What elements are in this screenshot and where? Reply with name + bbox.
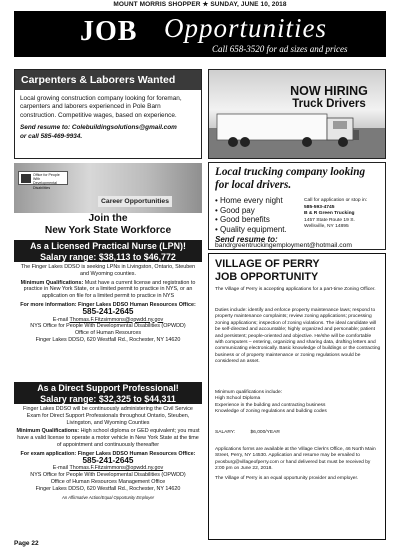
- perry-title: [215, 258, 320, 283]
- banner-call-line: Call 658-3520 for ad sizes and prices: [212, 44, 348, 54]
- lpn-info: [16, 302, 200, 317]
- carpenters-ad-header: Carpenters & Laborers Wanted: [15, 70, 201, 90]
- lpn-office-1: NYS Office for People With Developmental Disabilities (OPWDD): [30, 323, 186, 330]
- lpn-info-label: For more information: Finger Lakes DDSO Human Resources Office:: [20, 301, 196, 308]
- dsp-exam: [16, 451, 200, 466]
- dsp-exam-label: For exam application: Finger Lakes DDSO Human Resources Office:: [20, 450, 196, 457]
- truck-ad-headline: [275, 84, 383, 111]
- lpn-phone: 585-241-2645: [82, 306, 134, 316]
- opwdd-logo: [18, 171, 68, 190]
- perry-minq-label: Minimum qualifications include:: [215, 390, 283, 395]
- perry-title-2: JOB OPPORTUNITY: [215, 270, 319, 283]
- banner-opportunities-word: Opportunities: [164, 13, 328, 43]
- nys-workforce-ad: [14, 163, 202, 538]
- perry-salary-label: SALARY:: [215, 430, 236, 435]
- perry-duties: Duties include: identify and enforce property maintenance laws; respond to property maintenance complaints; review zoning applications; processing zoning applications; inspection of zoning violations. The ideal candidate will be self-directed and accountable; highly organized and personable; patient and persistent; people-oriented and objective. He/she will be comfortable with computers – entering, organizing and sharing data, drafting letters and communicating electronically. Basic knowledge of buildings or the contracting business or of property maintenance or zoning regulations would be considered an asset.: [215, 308, 381, 365]
- nys-photo-banner: [14, 163, 202, 213]
- lpn-intro: The Finger Lakes DDSO is seeking LPNs in Livingston, Ontario, Steuben and Wyoming counties.: [20, 264, 196, 277]
- carpenters-ad-body: Local growing construction company looking for foreman, carpenters and laborers experienced in Pole Barn construction. Competitive wages, based on experience.: [20, 95, 182, 119]
- perry-min-quals: [215, 390, 381, 416]
- section-banner: [14, 11, 386, 57]
- local-trucking-ad: [208, 162, 386, 250]
- lpn-office-3: Finger Lakes DDSO, 620 Westfall Rd., Rochester, NY 14620: [35, 336, 181, 343]
- join-line-1: Join the: [88, 213, 128, 224]
- perry-salary-line: [215, 430, 381, 436]
- dsp-intro: Finger Lakes DDSO will be continuously administering the Civil Service Exam for Direct Support Professionals throughout Ontario, Steuben, Livingston, and Wyoming Counties: [23, 406, 193, 426]
- dsp-email-label: E-mail: [52, 465, 69, 472]
- lpn-email-link[interactable]: Thomas.F.Fitzsimmons@opwdd.ny.gov: [69, 316, 164, 323]
- dsp-min-label: Minimum Qualifications:: [16, 428, 80, 435]
- opwdd-logo-mark: [21, 174, 31, 183]
- lpn-details: [16, 264, 200, 344]
- village-of-perry-ad: [208, 253, 386, 540]
- perry-intro: The Village of Perry is accepting applications for a part-time Zoning Officer.: [215, 287, 376, 292]
- lpn-salary: Salary range: $38,113 to $46,772: [40, 251, 176, 262]
- opwdd-logo-text: Office for People With Developmental Disabilities: [33, 173, 60, 190]
- carpenters-send-email: Send resume to: Colebuildingsolutions@gmail.com: [20, 124, 177, 132]
- dsp-email-link[interactable]: Thomas.F.Fitzsimmons@opwdd.ny.gov: [69, 465, 164, 472]
- lpn-min-qual: [16, 280, 200, 300]
- lpn-min-label: Minimum Qualifications:: [20, 279, 84, 286]
- dsp-salary: Salary range: $32,325 to $44,311: [40, 393, 176, 404]
- banner-job-word: JOB: [80, 16, 138, 47]
- lpn-heading-bar: [14, 240, 202, 262]
- perry-minq-2: Experience in the building and contracting business: [215, 402, 326, 408]
- dsp-office-1: NYS Office for People With Developmental Disabilities (OPWDD): [30, 472, 186, 479]
- local-trucking-email: bandrgreentruckingemployment@hotmail.com: [215, 242, 352, 249]
- local-trucking-send-label: Send resume to:: [215, 235, 278, 244]
- perry-minq-3: Knowledge of zoning regulations and building codes: [215, 409, 327, 415]
- perry-title-1: VILLAGE OF PERRY: [215, 258, 320, 270]
- lpn-heading: As a Licensed Practical Nurse (LPN)!: [30, 241, 186, 251]
- career-opportunities-label: Career Opportunities: [98, 196, 172, 207]
- perry-apply: Applications forms are available at the Village Clerk's Office, 46 North Main Street, Perry, NY 14530. Application and resume may be emailed to pvosburg@villageofperry.com or hand delivered but must be received by 2:00 pm on June 22, 2018.: [215, 447, 376, 472]
- benefit-item: • Home every night: [215, 196, 287, 206]
- local-trucking-contact: [304, 198, 384, 231]
- benefit-item: • Quality equipment.: [215, 225, 287, 235]
- dsp-min-qual: [16, 428, 200, 448]
- dsp-min-text: High school diploma or GED equivalent; you must have a valid license to operate a motor vehicle in New York State at the time of appointment and continuously thereafter: [17, 428, 200, 448]
- benefit-item: • Good benefits: [215, 215, 287, 225]
- dsp-heading-bar: [14, 382, 202, 404]
- local-trucking-title: Local trucking company looking for local drivers.: [215, 166, 366, 191]
- contact-lead: Call for application or stop in:: [304, 198, 368, 203]
- carpenters-ad: [14, 69, 202, 159]
- dsp-office-3: Finger Lakes DDSO, 620 Westfall Rd., Rochester, NY 14620: [35, 485, 181, 492]
- dsp-heading: As a Direct Support Professional!: [37, 383, 179, 393]
- carpenters-send-phone: or call 585-469-9934.: [20, 132, 83, 140]
- nys-join-heading: [14, 213, 202, 236]
- benefit-item: • Good pay: [215, 206, 287, 216]
- truck-ad-now-hiring: NOW HIRING: [290, 84, 368, 98]
- dsp-office-2: Office of Human Resources Management Office: [50, 478, 166, 485]
- join-line-2: New York State Workforce: [44, 224, 172, 236]
- dsp-phone: 585-241-2645: [82, 455, 134, 465]
- dsp-details: [16, 406, 200, 501]
- lpn-email-line: [16, 317, 200, 324]
- lpn-email-label: E-mail: [52, 316, 69, 323]
- masthead: MOUNT MORRIS SHOPPER ★ SUNDAY, JUNE 10, 2018: [113, 1, 287, 8]
- contact-address-2: Wellsville, NY 14895: [304, 224, 349, 230]
- perry-minq-1: High School Diploma: [215, 396, 261, 402]
- dsp-email-line: [16, 465, 200, 472]
- perry-salary-value: $6,000/YEAR: [250, 430, 280, 435]
- contact-company: B & R Green Trucking: [304, 211, 355, 217]
- lpn-min-text: Must have a current license and registration to practice in New York State, or a limited permit to practice in NYS, or an application on file for a limited permit to practice in NYS: [23, 279, 196, 300]
- truck-ad-truck-drivers: Truck Drivers: [292, 98, 366, 110]
- lpn-office-2: Office of Human Resources: [74, 330, 142, 337]
- contact-phone: 585-593-4745: [304, 204, 335, 210]
- contact-address-1: 1457 State Route 19 S.: [304, 217, 355, 223]
- carpenters-ad-send-line: [15, 120, 201, 141]
- perry-eeo: The Village of Perry is an equal opportunity provider and employer.: [215, 476, 359, 481]
- nys-eeo-line: An Affirmative Action/Equal Opportunity Employer: [61, 494, 155, 500]
- truck-drivers-ad: [208, 69, 386, 159]
- page-number: Page 22: [14, 540, 39, 547]
- local-trucking-benefits: [215, 196, 287, 234]
